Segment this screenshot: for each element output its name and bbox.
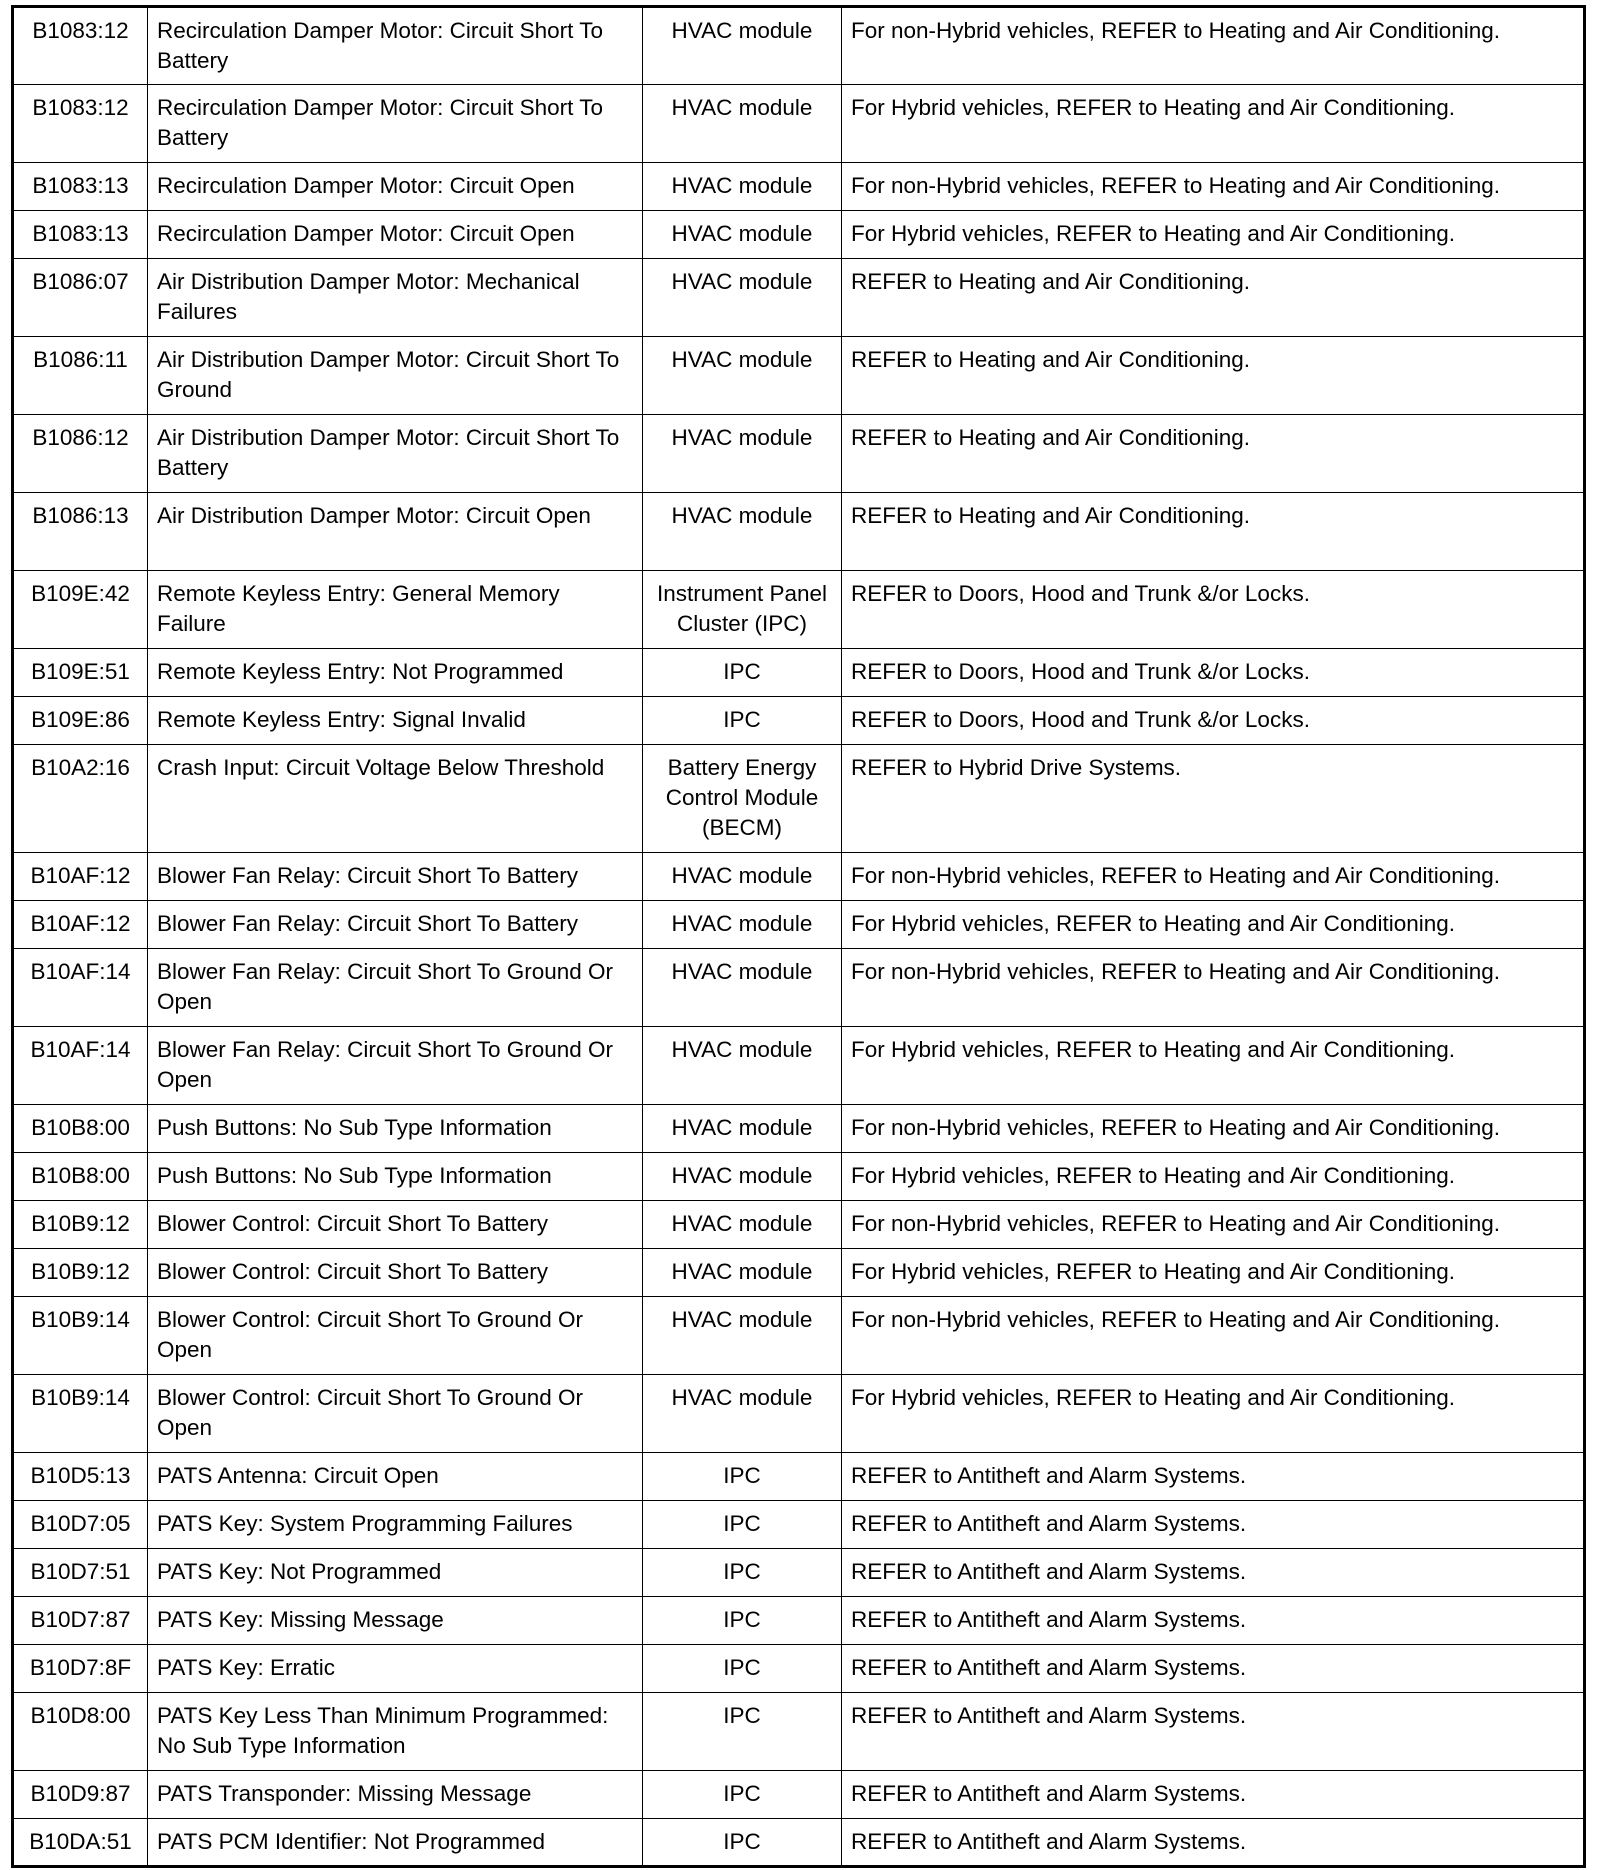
dtc-module: HVAC module	[643, 7, 842, 85]
dtc-description: Recirculation Damper Motor: Circuit Open	[148, 211, 643, 259]
dtc-table-body	[13, 7, 1585, 1867]
dtc-description: Blower Fan Relay: Circuit Short To Battery	[148, 901, 643, 949]
table-row	[13, 1453, 1585, 1501]
dtc-description: Air Distribution Damper Motor: Circuit Short To Battery	[148, 415, 643, 493]
dtc-code: B10B9:14	[13, 1375, 148, 1453]
table-row	[13, 949, 1585, 1027]
dtc-code: B10B9:12	[13, 1201, 148, 1249]
dtc-code: B10AF:12	[13, 853, 148, 901]
dtc-description: Blower Control: Circuit Short To Battery	[148, 1249, 643, 1297]
table-row	[13, 697, 1585, 745]
table-row	[13, 1249, 1585, 1297]
dtc-action: REFER to Antitheft and Alarm Systems.	[842, 1771, 1585, 1819]
dtc-code: B10D7:87	[13, 1597, 148, 1645]
dtc-module: IPC	[643, 649, 842, 697]
dtc-module: IPC	[643, 697, 842, 745]
dtc-action: REFER to Antitheft and Alarm Systems.	[842, 1453, 1585, 1501]
dtc-module: HVAC module	[643, 415, 842, 493]
dtc-description: Remote Keyless Entry: Signal Invalid	[148, 697, 643, 745]
table-row	[13, 1597, 1585, 1645]
dtc-module: HVAC module	[643, 1297, 842, 1375]
dtc-code: B1083:13	[13, 211, 148, 259]
dtc-description: PATS PCM Identifier: Not Programmed	[148, 1819, 643, 1867]
dtc-module: IPC	[643, 1645, 842, 1693]
dtc-code: B10D5:13	[13, 1453, 148, 1501]
table-row	[13, 649, 1585, 697]
dtc-description: Blower Control: Circuit Short To Ground Or Open	[148, 1297, 643, 1375]
dtc-module: IPC	[643, 1693, 842, 1771]
table-row	[13, 1501, 1585, 1549]
dtc-code: B1086:11	[13, 337, 148, 415]
dtc-description: PATS Key: Not Programmed	[148, 1549, 643, 1597]
table-row	[13, 1201, 1585, 1249]
dtc-action: For Hybrid vehicles, REFER to Heating and Air Conditioning.	[842, 85, 1585, 163]
dtc-action: For Hybrid vehicles, REFER to Heating and Air Conditioning.	[842, 1027, 1585, 1105]
dtc-module: HVAC module	[643, 211, 842, 259]
dtc-action: REFER to Antitheft and Alarm Systems.	[842, 1693, 1585, 1771]
dtc-action: REFER to Antitheft and Alarm Systems.	[842, 1501, 1585, 1549]
dtc-description: PATS Key Less Than Minimum Programmed: No Sub Type Information	[148, 1693, 643, 1771]
table-row	[13, 1375, 1585, 1453]
dtc-description: PATS Antenna: Circuit Open	[148, 1453, 643, 1501]
table-row	[13, 1105, 1585, 1153]
dtc-code: B1086:12	[13, 415, 148, 493]
dtc-module: HVAC module	[643, 853, 842, 901]
table-row	[13, 853, 1585, 901]
dtc-module: IPC	[643, 1549, 842, 1597]
dtc-code: B10D7:05	[13, 1501, 148, 1549]
table-row	[13, 493, 1585, 571]
dtc-description: Blower Fan Relay: Circuit Short To Ground Or Open	[148, 1027, 643, 1105]
dtc-code: B10B8:00	[13, 1153, 148, 1201]
table-row	[13, 85, 1585, 163]
dtc-description: PATS Key: Missing Message	[148, 1597, 643, 1645]
dtc-description: PATS Key: System Programming Failures	[148, 1501, 643, 1549]
dtc-action: REFER to Doors, Hood and Trunk &/or Locks.	[842, 649, 1585, 697]
dtc-code: B10AF:14	[13, 949, 148, 1027]
dtc-code: B10DA:51	[13, 1819, 148, 1867]
table-row	[13, 745, 1585, 853]
dtc-description: Remote Keyless Entry: Not Programmed	[148, 649, 643, 697]
table-row	[13, 1819, 1585, 1867]
dtc-action: For non-Hybrid vehicles, REFER to Heating and Air Conditioning.	[842, 1105, 1585, 1153]
dtc-description: PATS Key: Erratic	[148, 1645, 643, 1693]
dtc-module: HVAC module	[643, 493, 842, 571]
dtc-module: HVAC module	[643, 949, 842, 1027]
dtc-module: IPC	[643, 1597, 842, 1645]
dtc-action: For non-Hybrid vehicles, REFER to Heating and Air Conditioning.	[842, 163, 1585, 211]
dtc-action: For Hybrid vehicles, REFER to Heating and Air Conditioning.	[842, 1375, 1585, 1453]
dtc-description: Blower Fan Relay: Circuit Short To Battery	[148, 853, 643, 901]
dtc-code: B109E:86	[13, 697, 148, 745]
table-row	[13, 415, 1585, 493]
dtc-description: Recirculation Damper Motor: Circuit Short To Battery	[148, 7, 643, 85]
dtc-action: REFER to Heating and Air Conditioning.	[842, 259, 1585, 337]
dtc-module: HVAC module	[643, 337, 842, 415]
table-row	[13, 1297, 1585, 1375]
dtc-code: B10B9:12	[13, 1249, 148, 1297]
dtc-code: B1086:07	[13, 259, 148, 337]
dtc-action: For Hybrid vehicles, REFER to Heating and Air Conditioning.	[842, 901, 1585, 949]
dtc-table	[11, 5, 1586, 1868]
dtc-action: For Hybrid vehicles, REFER to Heating and Air Conditioning.	[842, 1153, 1585, 1201]
dtc-module: IPC	[643, 1501, 842, 1549]
dtc-action: For non-Hybrid vehicles, REFER to Heating and Air Conditioning.	[842, 7, 1585, 85]
table-row	[13, 1645, 1585, 1693]
table-row	[13, 571, 1585, 649]
dtc-code: B109E:42	[13, 571, 148, 649]
table-row	[13, 901, 1585, 949]
table-row	[13, 163, 1585, 211]
dtc-code: B10A2:16	[13, 745, 148, 853]
dtc-code: B10D7:51	[13, 1549, 148, 1597]
dtc-code: B1083:12	[13, 7, 148, 85]
dtc-description: Air Distribution Damper Motor: Mechanical Failures	[148, 259, 643, 337]
dtc-action: REFER to Antitheft and Alarm Systems.	[842, 1549, 1585, 1597]
dtc-description: Recirculation Damper Motor: Circuit Short To Battery	[148, 85, 643, 163]
dtc-module: HVAC module	[643, 1249, 842, 1297]
dtc-action: REFER to Heating and Air Conditioning.	[842, 337, 1585, 415]
dtc-code: B10D7:8F	[13, 1645, 148, 1693]
dtc-description: Push Buttons: No Sub Type Information	[148, 1153, 643, 1201]
dtc-description: Blower Control: Circuit Short To Ground Or Open	[148, 1375, 643, 1453]
dtc-module: HVAC module	[643, 163, 842, 211]
dtc-action: REFER to Antitheft and Alarm Systems.	[842, 1645, 1585, 1693]
dtc-code: B109E:51	[13, 649, 148, 697]
dtc-module: HVAC module	[643, 1027, 842, 1105]
table-row	[13, 1693, 1585, 1771]
dtc-code: B10B8:00	[13, 1105, 148, 1153]
dtc-module: HVAC module	[643, 901, 842, 949]
dtc-code: B10B9:14	[13, 1297, 148, 1375]
table-row	[13, 1153, 1585, 1201]
dtc-description: Push Buttons: No Sub Type Information	[148, 1105, 643, 1153]
table-row	[13, 1027, 1585, 1105]
dtc-description: Blower Control: Circuit Short To Battery	[148, 1201, 643, 1249]
dtc-module: HVAC module	[643, 1201, 842, 1249]
dtc-description: Air Distribution Damper Motor: Circuit Open	[148, 493, 643, 571]
dtc-action: For non-Hybrid vehicles, REFER to Heating and Air Conditioning.	[842, 853, 1585, 901]
dtc-module: HVAC module	[643, 1153, 842, 1201]
dtc-action: REFER to Heating and Air Conditioning.	[842, 493, 1585, 571]
table-row	[13, 1771, 1585, 1819]
table-row	[13, 7, 1585, 85]
dtc-action: REFER to Hybrid Drive Systems.	[842, 745, 1585, 853]
table-row	[13, 1549, 1585, 1597]
dtc-action: REFER to Antitheft and Alarm Systems.	[842, 1597, 1585, 1645]
dtc-description: Air Distribution Damper Motor: Circuit Short To Ground	[148, 337, 643, 415]
dtc-action: REFER to Doors, Hood and Trunk &/or Locks.	[842, 571, 1585, 649]
table-row	[13, 337, 1585, 415]
dtc-action: For Hybrid vehicles, REFER to Heating and Air Conditioning.	[842, 1249, 1585, 1297]
dtc-module: Battery Energy Control Module (BECM)	[643, 745, 842, 853]
dtc-description: PATS Transponder: Missing Message	[148, 1771, 643, 1819]
dtc-action: REFER to Antitheft and Alarm Systems.	[842, 1819, 1585, 1867]
dtc-module: HVAC module	[643, 1375, 842, 1453]
dtc-description: Recirculation Damper Motor: Circuit Open	[148, 163, 643, 211]
dtc-module: HVAC module	[643, 1105, 842, 1153]
dtc-module: HVAC module	[643, 85, 842, 163]
dtc-module: IPC	[643, 1819, 842, 1867]
dtc-code: B10AF:14	[13, 1027, 148, 1105]
dtc-action: For non-Hybrid vehicles, REFER to Heating and Air Conditioning.	[842, 1297, 1585, 1375]
dtc-action: For Hybrid vehicles, REFER to Heating and Air Conditioning.	[842, 211, 1585, 259]
dtc-module: Instrument Panel Cluster (IPC)	[643, 571, 842, 649]
dtc-action: REFER to Doors, Hood and Trunk &/or Locks.	[842, 697, 1585, 745]
dtc-description: Blower Fan Relay: Circuit Short To Ground Or Open	[148, 949, 643, 1027]
table-row	[13, 259, 1585, 337]
dtc-code: B10D8:00	[13, 1693, 148, 1771]
dtc-action: For non-Hybrid vehicles, REFER to Heating and Air Conditioning.	[842, 1201, 1585, 1249]
dtc-code: B1083:13	[13, 163, 148, 211]
dtc-code: B1083:12	[13, 85, 148, 163]
dtc-code: B10AF:12	[13, 901, 148, 949]
dtc-action: REFER to Heating and Air Conditioning.	[842, 415, 1585, 493]
table-row	[13, 211, 1585, 259]
dtc-code: B10D9:87	[13, 1771, 148, 1819]
dtc-module: HVAC module	[643, 259, 842, 337]
dtc-action: For non-Hybrid vehicles, REFER to Heating and Air Conditioning.	[842, 949, 1585, 1027]
dtc-description: Remote Keyless Entry: General Memory Failure	[148, 571, 643, 649]
dtc-module: IPC	[643, 1771, 842, 1819]
dtc-description: Crash Input: Circuit Voltage Below Threshold	[148, 745, 643, 853]
dtc-code: B1086:13	[13, 493, 148, 571]
dtc-module: IPC	[643, 1453, 842, 1501]
